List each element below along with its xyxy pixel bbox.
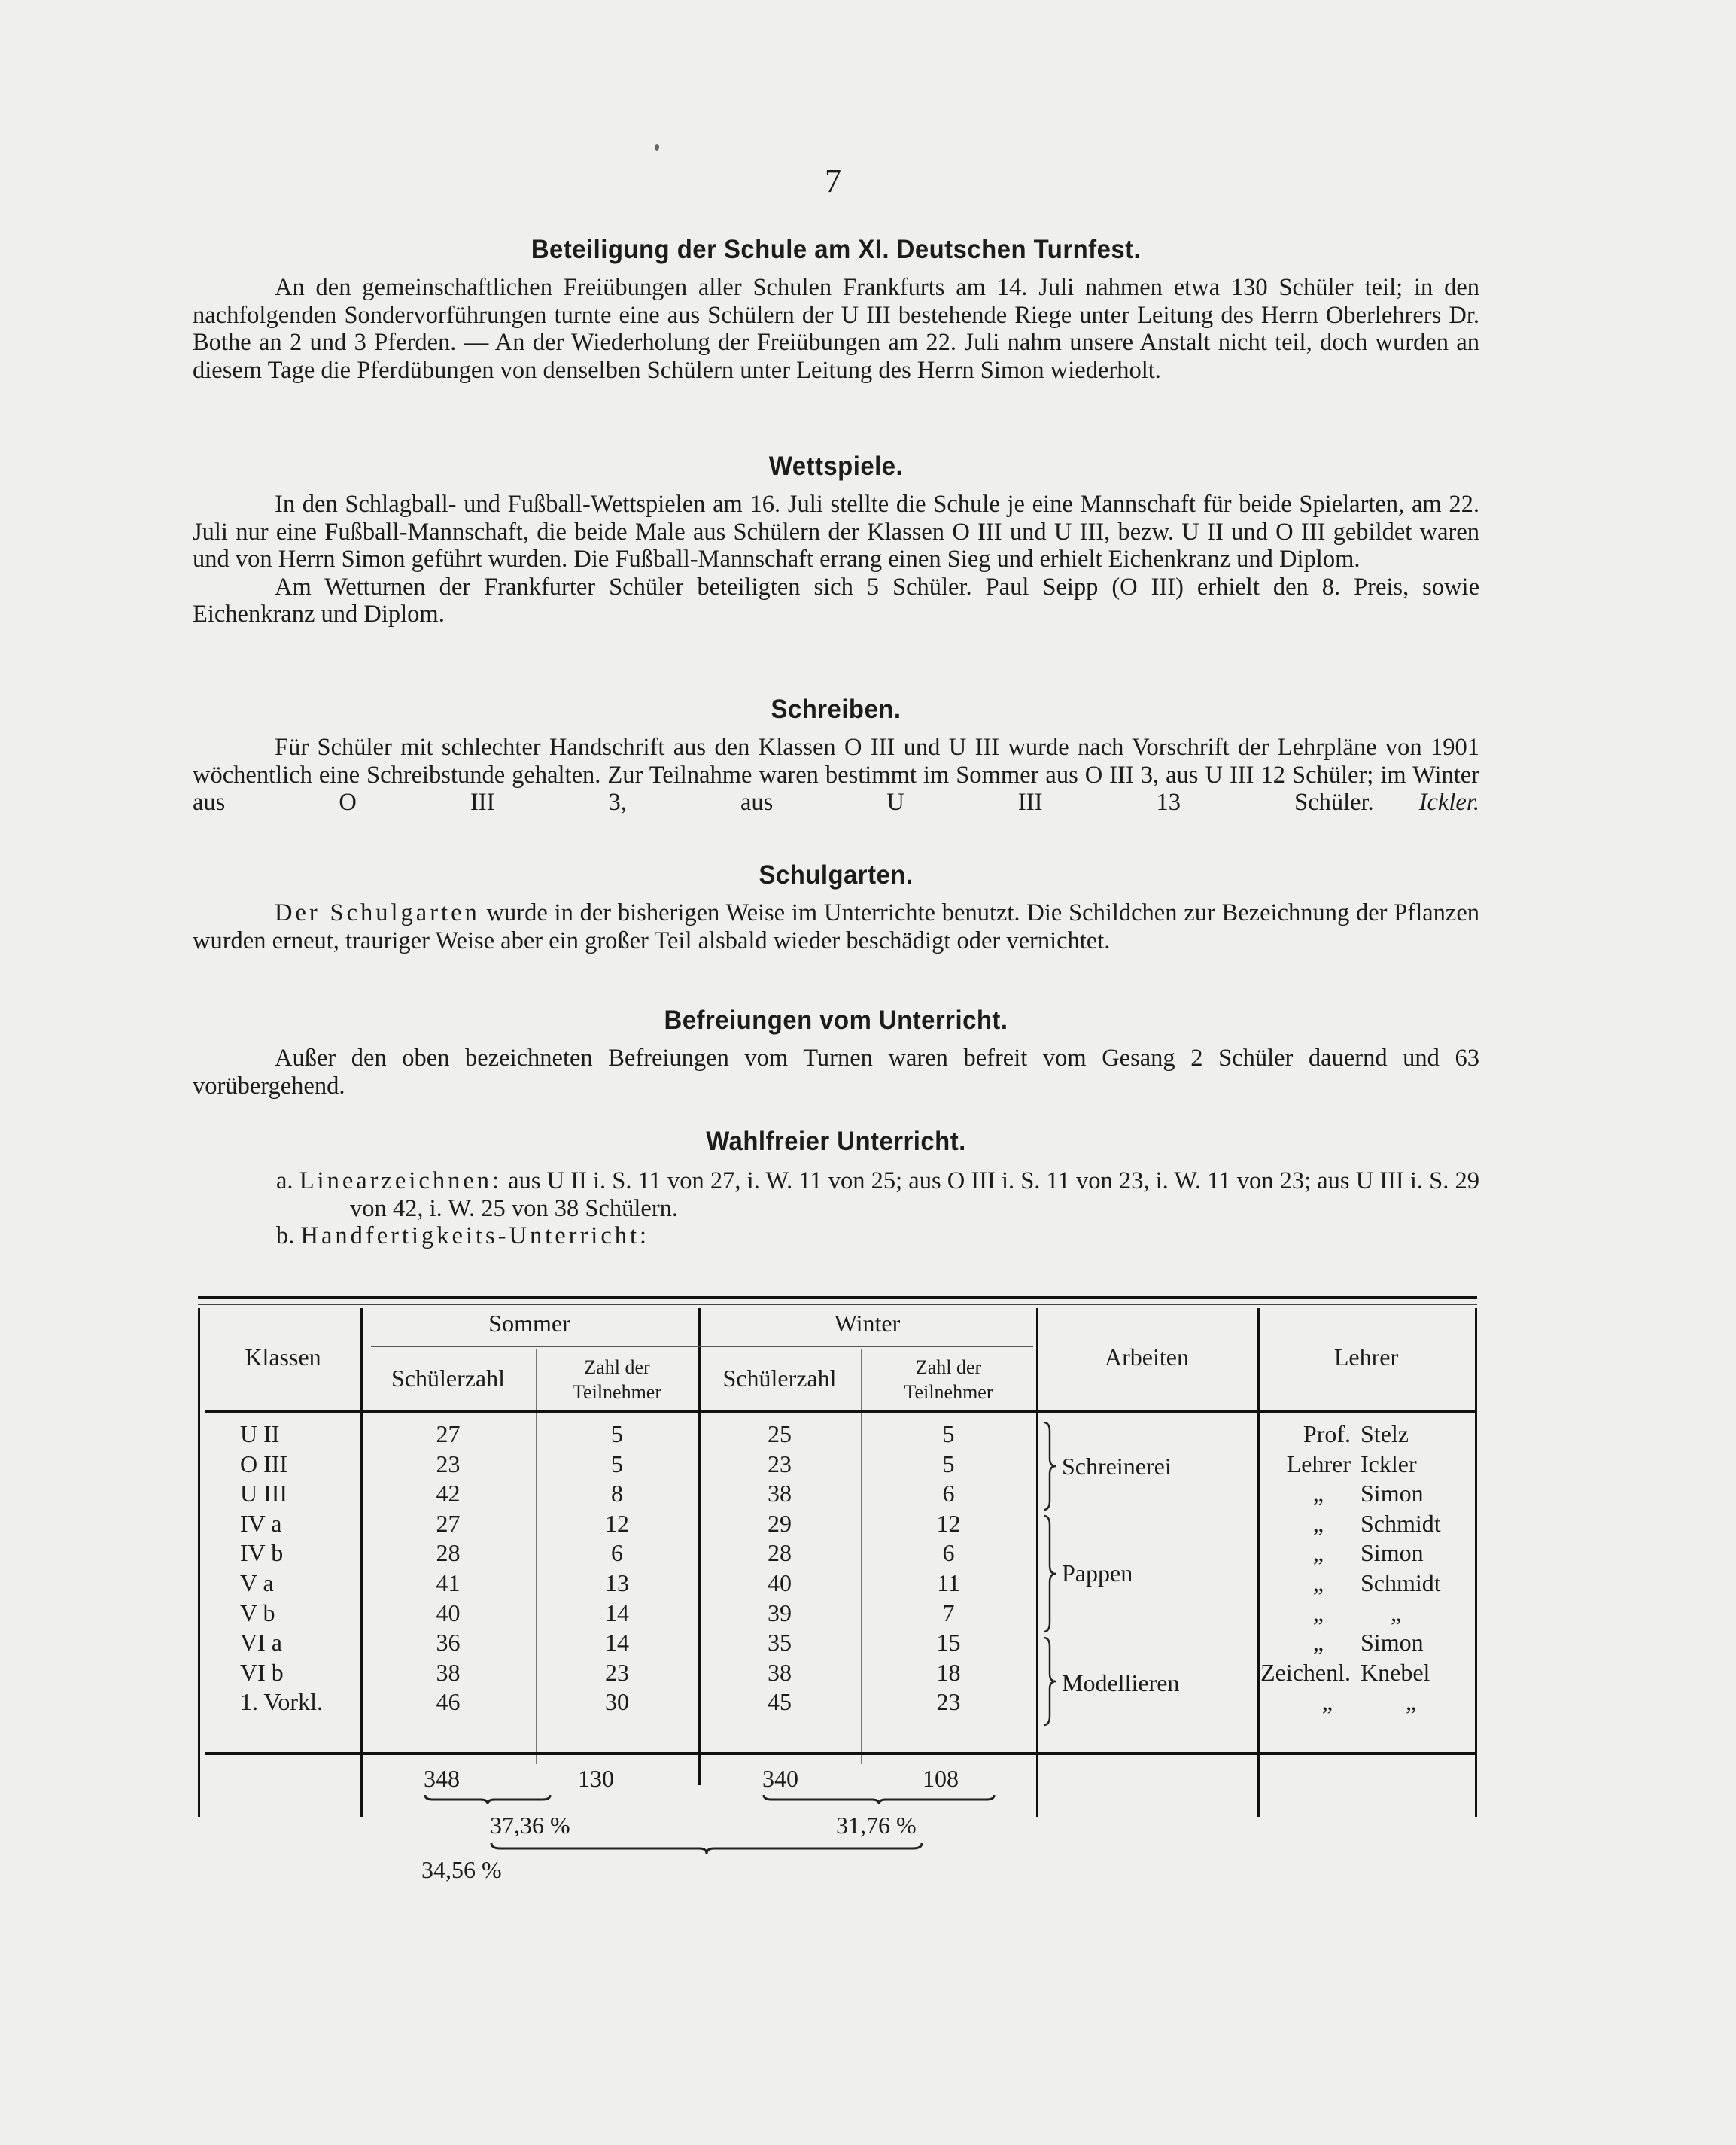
column-lehrer-name (1361, 1419, 1473, 1718)
header-arbeiten: Arbeiten (1105, 1343, 1189, 1371)
row-klasse: U II (240, 1420, 280, 1447)
cell-value: 27 (436, 1420, 461, 1447)
header-lehrer: Lehrer (1333, 1343, 1399, 1371)
column-klassen (240, 1419, 360, 1718)
header-winter-schuelerzahl: Schülerzahl (722, 1365, 837, 1392)
brace-modellieren-icon (1042, 1636, 1057, 1727)
header-winter-teilnehmer-line2: Teilnehmer (904, 1381, 993, 1403)
percent-winter: 31,76 % (836, 1812, 917, 1839)
row-klasse: V b (240, 1599, 275, 1626)
cell-value: 23 (768, 1450, 792, 1477)
cell-value: 46 (436, 1688, 461, 1716)
arbeiten-modellieren: Modellieren (1062, 1669, 1180, 1696)
cell-value: 27 (436, 1509, 461, 1537)
paragraph-schulgarten-text: wurde in der bisherigen Weise im Unterrichte benutzt. Die Schildchen zur Bezeichnung der Pflanzen wurden erneut, trauriger Weise aber ein großer Teil alsbald wieder beschädigt oder vernichtet. (193, 899, 1479, 954)
header-sommer: Sommer (488, 1310, 570, 1337)
cell-value: 40 (436, 1599, 461, 1626)
heading-wahlfreier: Wahlfreier Unterricht. (706, 1127, 966, 1156)
linearzeichnen-label: Linearzeichnen: (299, 1167, 503, 1194)
page-number: 7 (825, 163, 841, 199)
total-winter-teilnehmer: 108 (923, 1765, 959, 1792)
cell-value: 42 (436, 1480, 461, 1508)
heading-wettspiele: Wettspiele. (768, 452, 904, 481)
lehrer-name: Schmidt (1361, 1509, 1441, 1537)
section-wahlfreier (193, 1127, 1479, 1250)
row-klasse: V a (240, 1568, 274, 1596)
lehrer-name: Simon (1361, 1539, 1424, 1567)
paragraph-befreiungen: Außer den oben bezeichneten Befreiungen vom Turnen waren befreit vom Gesang 2 Schüler dauernd und 63 vorübergehend. (193, 1045, 1479, 1100)
table-rule-subheader (371, 1346, 1033, 1347)
cell-value: 12 (936, 1509, 961, 1537)
row-klasse: O III (240, 1450, 288, 1477)
underbrace-gesamt-icon (490, 1842, 923, 1855)
cell-value: 5 (942, 1420, 955, 1447)
cell-value: 23 (436, 1450, 461, 1477)
brace-pappen-icon (1042, 1514, 1057, 1633)
cell-value: 15 (936, 1629, 961, 1657)
cell-value: 29 (768, 1509, 792, 1537)
cell-value: 12 (605, 1509, 629, 1537)
list-item-linearzeichnen (193, 1167, 1479, 1222)
cell-value: 25 (768, 1420, 792, 1447)
paragraph-wettspiele-2: Am Wetturnen der Frankfurter Schüler beteiligten sich 5 Schüler. Paul Seipp (O III) erhielt den 8. Preis, sowie Eichenkranz und Diplom. (193, 573, 1479, 628)
print-speck (655, 144, 659, 151)
signature-ickler: Ickler. (1418, 789, 1479, 816)
lehrer-title: „ (1312, 1480, 1324, 1508)
section-schulgarten (193, 860, 1479, 954)
underbrace-sommer-icon (424, 1794, 552, 1806)
column-sommer-teilnehmer (536, 1419, 698, 1718)
section-turnfest (193, 235, 1479, 384)
lehrer-title: „ (1312, 1629, 1324, 1657)
cell-value: 7 (942, 1599, 955, 1626)
lehrer-title: „ (1312, 1599, 1324, 1626)
cell-value: 6 (942, 1539, 955, 1567)
section-befreiungen (193, 1006, 1479, 1100)
cell-value: 11 (937, 1568, 960, 1596)
cell-value: 36 (436, 1629, 461, 1657)
header-winter-teilnehmer-line1: Zahl der (915, 1356, 982, 1378)
header-winter: Winter (834, 1310, 901, 1337)
column-winter-schuelerzahl (698, 1419, 861, 1718)
list-marker-b: b. (276, 1222, 295, 1249)
cell-value: 14 (605, 1599, 629, 1626)
cell-value: 23 (605, 1658, 629, 1686)
header-sommer-teilnehmer-line1: Zahl der (584, 1356, 650, 1378)
paragraph-turnfest: An den gemeinschaftlichen Freiübungen aller Schulen Frankfurts am 14. Juli nahmen etwa 130 Schüler teil; in den nachfolgenden Sondervorführungen turnte eine aus Schülern der U III bestehende Riege unter Leitung des Herrn Oberlehrers Dr. Bothe an 2 und 3 Pferden. — An der Wiederholung der Freiübungen am 22. Juli nahm unsere Anstalt nicht teil, doch wurden an diesem Tage die Pferdübungen von denselben Schülern unter Leitung des Herrn Simon wiederholt. (193, 274, 1479, 384)
table-border-left (198, 1308, 200, 1817)
lehrer-name: Simon (1361, 1480, 1424, 1508)
total-winter-schuelerzahl: 340 (762, 1765, 798, 1792)
cell-value: 18 (936, 1658, 961, 1686)
cell-value: 39 (768, 1599, 792, 1626)
lehrer-title: Lehrer (1286, 1450, 1351, 1477)
column-sommer-schuelerzahl (360, 1419, 536, 1718)
cell-value: 8 (611, 1480, 623, 1508)
lehrer-name: Ickler (1361, 1450, 1417, 1477)
percent-sommer: 37,36 % (490, 1812, 570, 1839)
cell-value: 13 (605, 1568, 629, 1596)
table-rule-header-bottom (205, 1410, 1477, 1413)
cell-value: 35 (768, 1629, 792, 1657)
lehrer-name: Stelz (1361, 1420, 1409, 1447)
cell-value: 6 (611, 1539, 623, 1567)
column-winter-teilnehmer (861, 1419, 1036, 1718)
section-schreiben (193, 695, 1479, 817)
header-klassen: Klassen (245, 1343, 321, 1371)
heading-schreiben: Schreiben. (771, 695, 901, 724)
section-wettspiele (193, 452, 1479, 628)
cell-value: 14 (605, 1629, 629, 1657)
cell-value: 6 (942, 1480, 955, 1508)
underbrace-winter-icon (762, 1794, 996, 1806)
row-klasse: IV a (240, 1509, 282, 1537)
linearzeichnen-text: aus U II i. S. 11 von 27, i. W. 11 von 25; aus O III i. S. 11 von 23, i. W. 11 von 23; aus U III i. S. 29 von 42, i. W. 25 von 38 Schülern. (350, 1167, 1480, 1222)
lehrer-title: Prof. (1303, 1420, 1351, 1447)
lehrer-title: Zeichenl. (1260, 1658, 1351, 1686)
header-sommer-teilnehmer (536, 1355, 698, 1404)
cell-value: 45 (768, 1688, 792, 1716)
cell-value: 38 (436, 1658, 461, 1686)
cell-value: 41 (436, 1568, 461, 1596)
list-marker-a: a. (276, 1167, 293, 1194)
lehrer-name: „ (1406, 1688, 1417, 1716)
lehrer-name: Knebel (1361, 1658, 1430, 1686)
cell-value: 28 (768, 1539, 792, 1567)
lehrer-title: „ (1312, 1509, 1324, 1537)
row-klasse: 1. Vorkl. (240, 1688, 323, 1716)
header-winter-teilnehmer (861, 1355, 1036, 1404)
schulgarten-spaced-lead: Der Schulgarten (275, 899, 480, 926)
header-sommer-schuelerzahl: Schülerzahl (391, 1365, 506, 1392)
lehrer-name: Simon (1361, 1629, 1424, 1657)
cell-value: 38 (768, 1658, 792, 1686)
row-klasse: IV b (240, 1539, 284, 1567)
heading-turnfest: Beteiligung der Schule am XI. Deutschen Turnfest. (531, 235, 1142, 264)
brace-schreinerei-icon (1042, 1421, 1057, 1511)
table-rule-top-thin (198, 1304, 1477, 1305)
row-klasse: VI b (240, 1658, 284, 1686)
lehrer-title: „ (1312, 1568, 1324, 1596)
cell-value: 38 (768, 1480, 792, 1508)
cell-value: 30 (605, 1688, 629, 1716)
cell-value: 5 (942, 1450, 955, 1477)
cell-value: 28 (436, 1539, 461, 1567)
heading-befreiungen: Befreiungen vom Unterricht. (664, 1006, 1008, 1035)
paragraph-schulgarten (193, 899, 1479, 954)
percent-gesamt: 34,56 % (421, 1856, 502, 1883)
total-sommer-schuelerzahl: 348 (424, 1765, 460, 1792)
paragraph-schreiben (193, 734, 1479, 817)
table-divider-arbeiten (1036, 1308, 1038, 1817)
lehrer-title: „ (1321, 1688, 1333, 1716)
heading-schulgarten: Schulgarten. (759, 860, 914, 890)
list-item-handfertigkeit (193, 1222, 1479, 1250)
row-klasse: VI a (240, 1629, 282, 1657)
cell-value: 23 (936, 1688, 961, 1716)
lehrer-name: Schmidt (1361, 1568, 1441, 1596)
cell-value: 40 (768, 1568, 792, 1596)
table-border-right (1475, 1308, 1477, 1817)
cell-value: 5 (611, 1420, 623, 1447)
row-klasse: U III (240, 1480, 288, 1508)
paragraph-schreiben-text: Für Schüler mit schlechter Handschrift aus den Klassen O III und U III wurde nach Vorschrift der Lehrpläne von 1901 wöchentlich eine Schreibstunde gehalten. Zur Teilnahme waren bestimmt im Sommer aus O III 3, aus U III 12 Schüler; im Winter aus O III 3, aus U III 13 Schüler. (193, 734, 1479, 816)
table-rule-top (198, 1296, 1477, 1299)
arbeiten-pappen: Pappen (1062, 1559, 1133, 1587)
paragraph-wettspiele-1: In den Schlagball- und Fußball-Wettspielen am 16. Juli stellte die Schule je eine Mannschaft für beide Spielarten, am 22. Juli nur eine Fußball-Mannschaft, die beide Male aus Schülern der Klassen O III und U III, bezw. U II und O III gebildet waren und von Herrn Simon geführt wurden. Die Fußball-Mannschaft errang einen Sieg und erhielt Eichenkranz und Diplom. (193, 491, 1479, 573)
arbeiten-schreinerei: Schreinerei (1062, 1453, 1172, 1480)
handfertigkeit-table (198, 1279, 1477, 1839)
handfertigkeit-label: Handfertigkeits-Unterricht: (300, 1222, 650, 1249)
column-lehrer-title (1245, 1419, 1351, 1718)
total-sommer-teilnehmer: 130 (578, 1765, 614, 1792)
cell-value: 5 (611, 1450, 623, 1477)
header-sommer-teilnehmer-line2: Teilnehmer (572, 1381, 661, 1403)
lehrer-name: „ (1391, 1599, 1402, 1626)
table-rule-body-bottom (205, 1752, 1477, 1755)
lehrer-title: „ (1312, 1539, 1324, 1567)
